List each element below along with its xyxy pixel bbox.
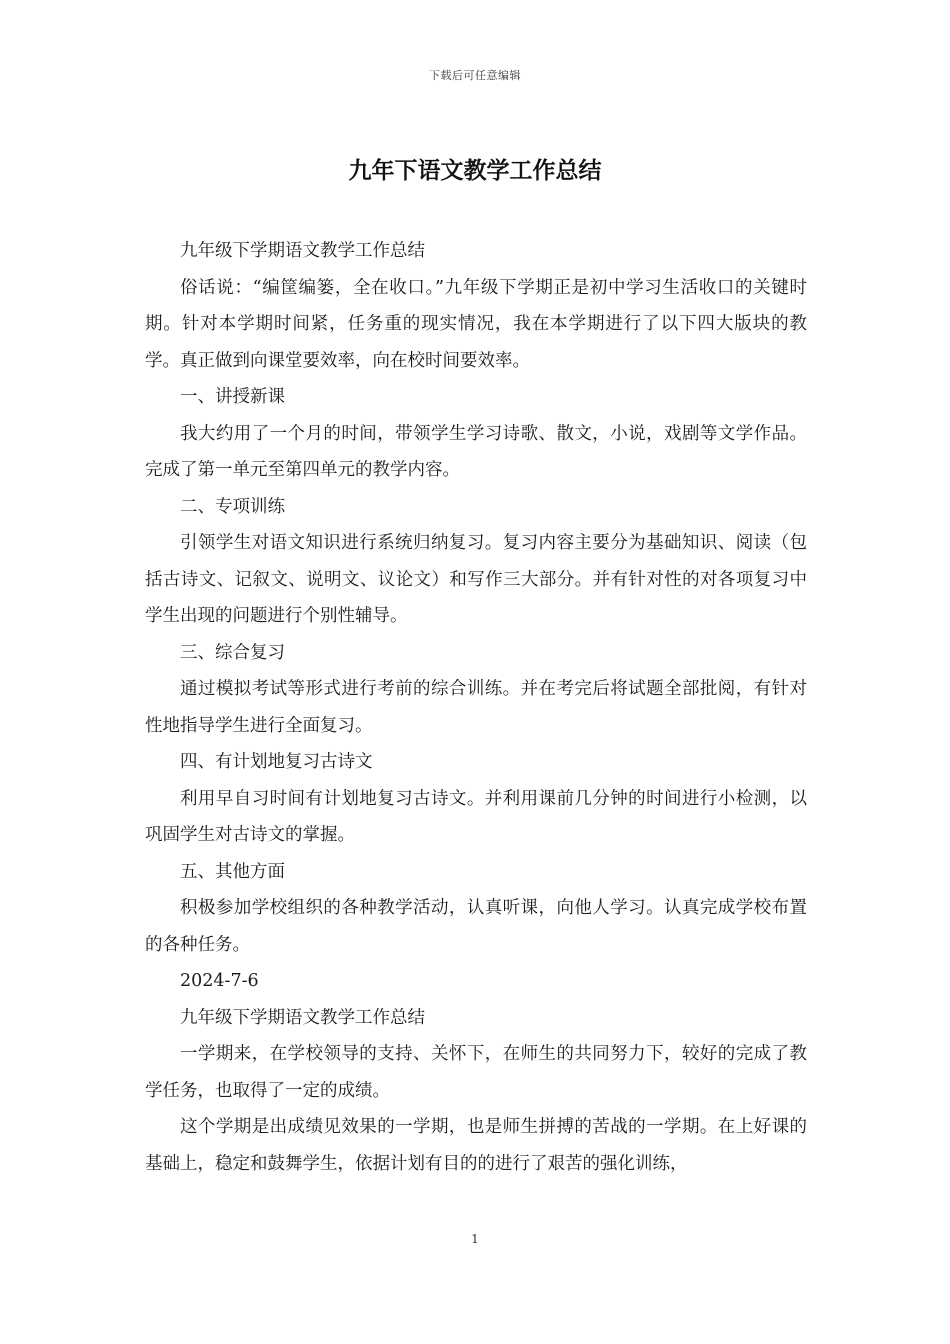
body-paragraph: 通过模拟考试等形式进行考前的综合训练。并在考完后将试题全部批阅，有针对性地指导学生进行全面复习。: [145, 679, 807, 736]
section-heading: 三、综合复习: [180, 642, 285, 663]
subtitle-paragraph: 九年级下学期语文教学工作总结: [180, 241, 425, 261]
section-heading: 四、有计划地复习古诗文: [180, 752, 373, 772]
body-paragraph: 积极参加学校组织的各种教学活动，认真听课，向他人学习。认真完成学校布置的各种任务。: [145, 898, 807, 955]
body-paragraph: 我大约用了一个月的时间，带领学生学习诗歌、散文，小说，戏剧等文学作品。完成了第一单元至第四单元的教学内容。: [145, 423, 807, 480]
section-heading: 五、其他方面: [180, 861, 285, 882]
document-body: [145, 233, 807, 1182]
body-paragraph: 引领学生对语文知识进行系统归纳复习。复习内容主要分为基础知识、阅读（包括古诗文、记叙文、说明文、议论文）和写作三大部分。并有针对性的对各项复习中学生出现的问题进行个别性辅导。: [145, 533, 807, 626]
intro-paragraph: 俗话说：“编筐编篓，全在收口。”九年级下学期正是初中学习生活收口的关键时期。针对本学期时间紧，任务重的现实情况，我在本学期进行了以下四大版块的教学。真正做到向课堂要效率，向在校时间要效率。: [145, 277, 807, 371]
page-header: 下载后可任意编辑: [429, 69, 521, 82]
body-paragraph: 这个学期是出成绩见效果的一学期，也是师生拼搏的苦战的一学期。在上好课的基础上，稳定和鼓舞学生，依据计划有目的的进行了艰苦的强化训练，: [145, 1117, 807, 1174]
section-heading: 二、专项训练: [180, 496, 285, 517]
body-paragraph: 一学期来，在学校领导的支持、关怀下，在师生的共同努力下，较好的完成了教学任务，也取得了一定的成绩。: [145, 1044, 807, 1101]
date-line: 2024-7-6: [180, 971, 259, 991]
document-title: 九年下语文教学工作总结: [348, 157, 602, 184]
page-number: 1: [471, 1232, 479, 1246]
body-paragraph: 利用早自习时间有计划地复习古诗文。并利用课前几分钟的时间进行小检测，以巩固学生对古诗文的掌握。: [145, 788, 807, 845]
section-heading: 一、讲授新课: [180, 387, 285, 407]
subtitle-paragraph: 九年级下学期语文教学工作总结: [180, 1007, 425, 1028]
